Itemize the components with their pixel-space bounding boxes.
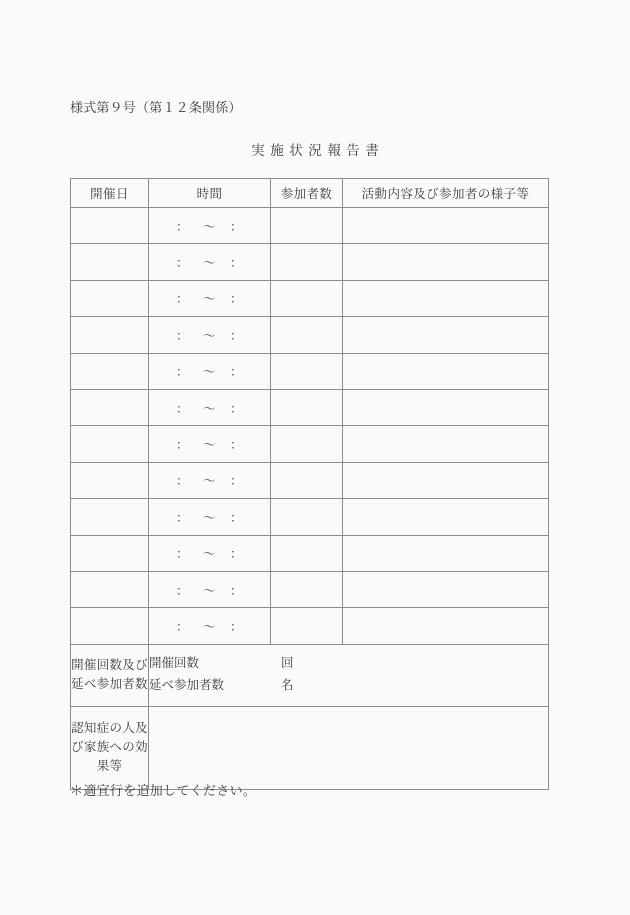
time-start-colon: ：: [175, 619, 189, 634]
cell-content[interactable]: [343, 499, 549, 535]
cell-date[interactable]: [71, 571, 149, 607]
cell-time[interactable]: [149, 426, 271, 462]
table-row: [71, 535, 549, 571]
total-participants-label: 延べ参加者数: [149, 678, 225, 693]
time-start-colon: ：: [175, 438, 189, 453]
cell-date[interactable]: [71, 317, 149, 353]
cell-participants[interactable]: [271, 571, 343, 607]
cell-time[interactable]: [149, 353, 271, 389]
time-range-wave: ～: [202, 401, 216, 416]
cell-date[interactable]: [71, 462, 149, 498]
time-range-wave: ～: [202, 219, 216, 234]
cell-content[interactable]: [343, 208, 549, 244]
time-end-colon: ：: [230, 219, 244, 234]
time-end-colon: ：: [230, 619, 244, 634]
cell-content[interactable]: [343, 317, 549, 353]
summary-count-row: [71, 644, 549, 706]
cell-date[interactable]: [71, 426, 149, 462]
form-number: 様式第９号（第１２条関係）: [70, 100, 242, 115]
cell-time[interactable]: [149, 462, 271, 498]
table-row: [71, 280, 549, 316]
time-start-colon: ：: [175, 510, 189, 525]
table-row: [71, 317, 549, 353]
table-row: [71, 208, 549, 244]
time-start-colon: ：: [175, 292, 189, 307]
time-range-wave: ～: [202, 438, 216, 453]
table-row: [71, 571, 549, 607]
table-row: [71, 353, 549, 389]
implementation-report-table: [70, 178, 549, 790]
cell-time[interactable]: [149, 317, 271, 353]
time-start-colon: ：: [175, 328, 189, 343]
cell-participants[interactable]: [271, 462, 343, 498]
time-range-wave: ～: [202, 328, 216, 343]
cell-content[interactable]: [343, 389, 549, 425]
column-header-content: 活動内容及び参加者の様子等: [343, 179, 549, 208]
cell-participants[interactable]: [271, 389, 343, 425]
summary-effect-label: 認知症の人及び家族への効果等: [71, 706, 149, 789]
cell-content[interactable]: [343, 353, 549, 389]
sessions-label: 開催回数: [149, 656, 200, 671]
page-title: 実施状況報告書: [251, 143, 385, 158]
time-end-colon: ：: [230, 365, 244, 380]
footnote: ＊適宜行を追加してください。: [70, 783, 257, 798]
time-end-colon: ：: [230, 328, 244, 343]
sessions-unit: 回: [281, 656, 294, 671]
time-range-wave: ～: [202, 292, 216, 307]
time-end-colon: ：: [230, 256, 244, 271]
summary-count-label: 開催回数及び延べ参加者数: [71, 644, 149, 706]
cell-content[interactable]: [343, 280, 549, 316]
time-range-wave: ～: [202, 547, 216, 562]
cell-participants[interactable]: [271, 499, 343, 535]
table-header: [71, 179, 549, 208]
cell-time[interactable]: [149, 280, 271, 316]
cell-participants[interactable]: [271, 535, 343, 571]
cell-time[interactable]: [149, 499, 271, 535]
cell-content[interactable]: [343, 426, 549, 462]
time-start-colon: ：: [175, 219, 189, 234]
time-end-colon: ：: [230, 474, 244, 489]
summary-effect-row: [71, 706, 549, 789]
cell-participants[interactable]: [271, 317, 343, 353]
total-participants-unit: 名: [281, 678, 294, 693]
cell-time[interactable]: [149, 571, 271, 607]
table-body: [71, 208, 549, 645]
cell-participants[interactable]: [271, 244, 343, 280]
cell-participants[interactable]: [271, 208, 343, 244]
table-header-row: [71, 179, 549, 208]
cell-time[interactable]: [149, 389, 271, 425]
column-header-participants: 参加者数: [271, 179, 343, 208]
cell-content[interactable]: [343, 608, 549, 644]
cell-date[interactable]: [71, 389, 149, 425]
table-row: [71, 499, 549, 535]
time-start-colon: ：: [175, 401, 189, 416]
cell-content[interactable]: [343, 244, 549, 280]
time-end-colon: ：: [230, 438, 244, 453]
cell-date[interactable]: [71, 608, 149, 644]
time-start-colon: ：: [175, 547, 189, 562]
cell-participants[interactable]: [271, 426, 343, 462]
time-range-wave: ～: [202, 256, 216, 271]
cell-date[interactable]: [71, 499, 149, 535]
column-header-time: 時間: [149, 179, 271, 208]
cell-participants[interactable]: [271, 608, 343, 644]
time-range-wave: ～: [202, 510, 216, 525]
time-start-colon: ：: [175, 256, 189, 271]
cell-participants[interactable]: [271, 353, 343, 389]
time-end-colon: ：: [230, 583, 244, 598]
cell-content[interactable]: [343, 535, 549, 571]
table-summary-body: [71, 644, 549, 789]
table-row: [71, 608, 549, 644]
cell-participants[interactable]: [271, 280, 343, 316]
cell-time[interactable]: [149, 608, 271, 644]
time-end-colon: ：: [230, 510, 244, 525]
time-end-colon: ：: [230, 401, 244, 416]
summary-line-sessions: [149, 653, 548, 675]
time-end-colon: ：: [230, 292, 244, 307]
time-range-wave: ～: [202, 365, 216, 380]
cell-date[interactable]: [71, 353, 149, 389]
cell-date[interactable]: [71, 208, 149, 244]
summary-line-total-participants: [149, 675, 548, 697]
time-range-wave: ～: [202, 474, 216, 489]
cell-time[interactable]: [149, 535, 271, 571]
time-start-colon: ：: [175, 583, 189, 598]
table-row: [71, 389, 549, 425]
time-start-colon: ：: [175, 474, 189, 489]
cell-date[interactable]: [71, 280, 149, 316]
time-start-colon: ：: [175, 365, 189, 380]
table-row: [71, 462, 549, 498]
table-row: [71, 426, 549, 462]
time-range-wave: ～: [202, 619, 216, 634]
cell-date[interactable]: [71, 535, 149, 571]
time-range-wave: ～: [202, 583, 216, 598]
column-header-date: 開催日: [71, 179, 149, 208]
summary-effect-field[interactable]: [149, 706, 549, 789]
cell-time[interactable]: [149, 208, 271, 244]
summary-count-field[interactable]: [149, 644, 549, 706]
table-row: [71, 244, 549, 280]
cell-time[interactable]: [149, 244, 271, 280]
cell-content[interactable]: [343, 571, 549, 607]
cell-date[interactable]: [71, 244, 149, 280]
time-end-colon: ：: [230, 547, 244, 562]
cell-content[interactable]: [343, 462, 549, 498]
